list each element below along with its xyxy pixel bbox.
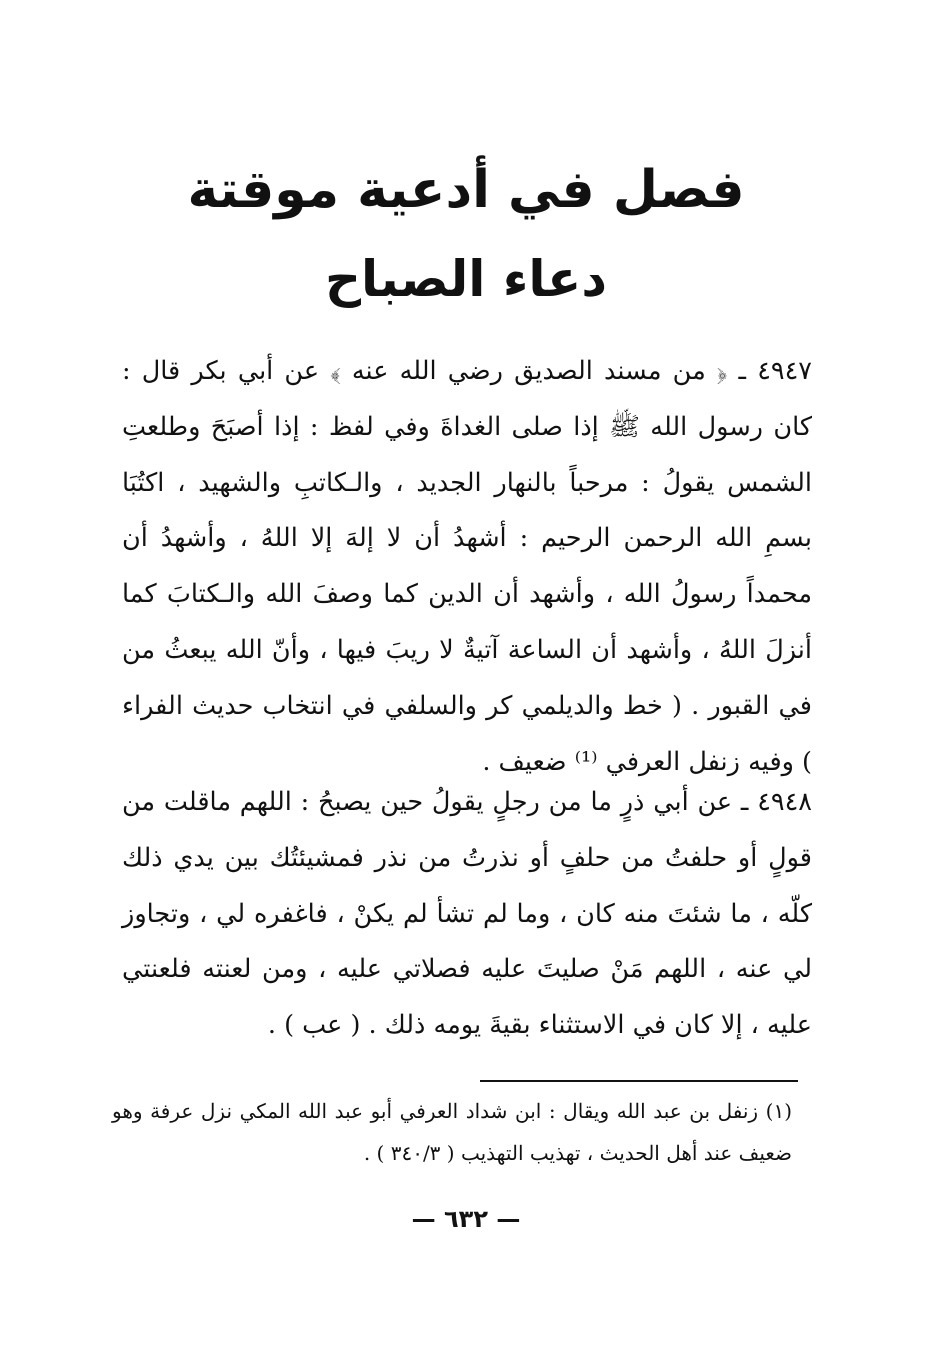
section-title: دعاء الصباح bbox=[325, 250, 607, 308]
hadith-text: ـ ﴿ من مسند الصديق رضي الله عنه ﴾ عن أبي بكر قال : كان رسول الله ﷺ إذا صلى الغداةَ وفي لفظ : إذا أصبَحَ وطلعتِ الشمس يقولُ : مرحباً بالنهار الجديد ، والـكاتبِ والشهيد ، اكتُبَا بسمِ الله الرحمن الرحيم : أشهدُ أن لا إلهَ إلا اللهُ ، وأشهدُ أن محمداً رسولُ الله ، وأشهد أن الدين كما وصفَ الله والـكتابَ كما أنزلَ اللهُ ، وأشهد أن الساعة آتيةٌ لا ريبَ فيها ، وأنّ الله يبعثُ من في القبور . ( خط والديلمي كر والسلفي في انتخاب حديث الفراء ) وفيه زنفل العرفي ⁽¹⁾ ضعيف . bbox=[122, 356, 812, 777]
hadith-number: ٤٩٤٧ bbox=[757, 356, 812, 386]
page-number: — ٦٣٢ — bbox=[411, 1205, 521, 1233]
hadith-number: ٤٩٤٨ bbox=[757, 787, 813, 817]
footnote: (١) زنفل بن عبد الله ويقال : ابن شداد العرفي أبو عبد الله المكي نزل عرفة وهو ضعيف عند أهل الحديث ، تهذيب التهذيب ( ٣٤٠/٣ ) . bbox=[112, 1099, 792, 1165]
footnote-divider bbox=[480, 1080, 798, 1082]
hadith-text: ـ عن أبي ذرٍ ما من رجلٍ يقولُ حين يصبحُ : اللهم ماقلت من قولٍ أو حلفتُ من حلفٍ أو نذرتُ من نذر فمشيئتُك بين يدي ذلك كلّه ، ما شئتَ منه كان ، وما لم تشأ لم يكنْ ، فاغفره لي ، وتجاوز لي عنه ، اللهم مَنْ صليتَ عليه فصلاتي عليه ، ومن لعنته فلعنتي عليه ، إلا كان في الاستثناء بقيةَ يومه ذلك . ( عب ) . bbox=[122, 787, 812, 1041]
hadith-paragraph bbox=[122, 775, 812, 1054]
hadith-paragraph bbox=[122, 344, 812, 790]
chapter-title: فصل في أدعية موقتة bbox=[187, 160, 745, 220]
